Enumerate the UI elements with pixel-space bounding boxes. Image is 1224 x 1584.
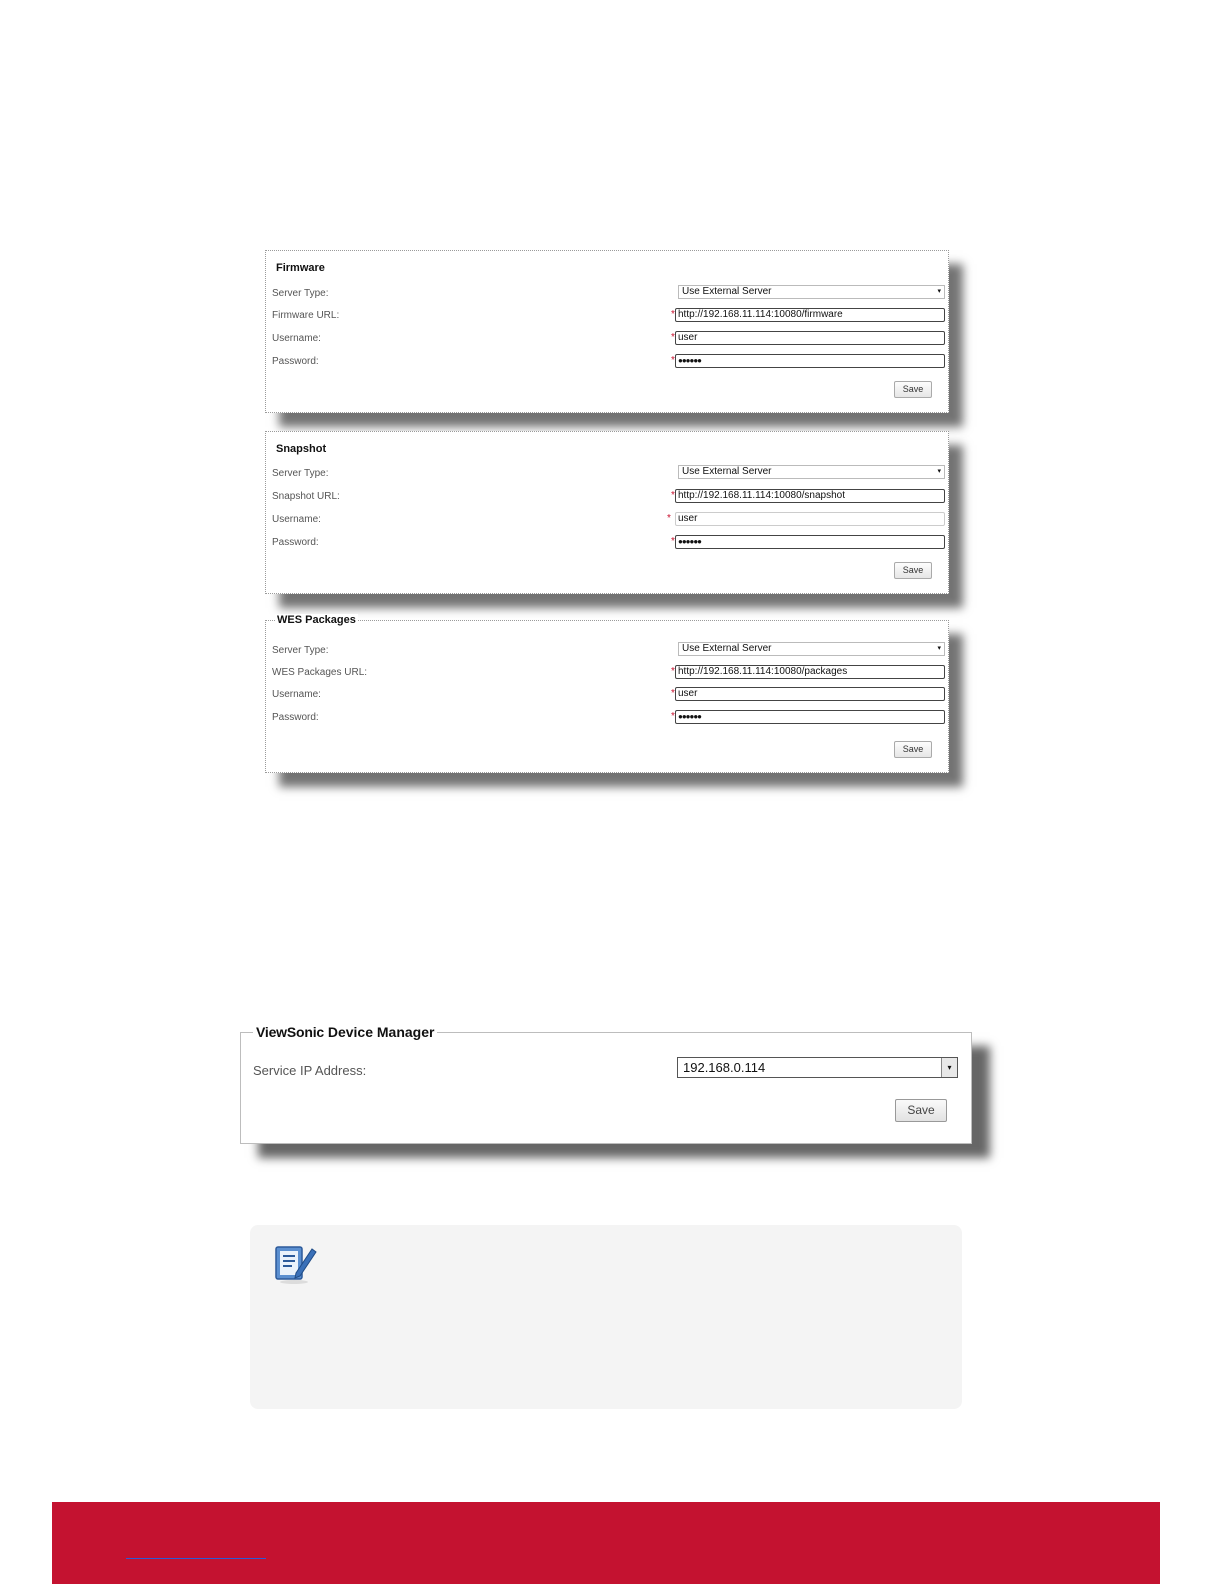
required-marker: * xyxy=(671,332,675,343)
server-type-label: Server Type: xyxy=(272,645,329,656)
service-ip-select[interactable] xyxy=(677,1057,958,1078)
snapshot-server-type-row xyxy=(272,466,942,482)
device-manager-save-button[interactable]: Save xyxy=(895,1099,947,1122)
firmware-title: Firmware xyxy=(276,262,325,274)
snapshot-url-input[interactable]: http://192.168.11.114:10080/snapshot xyxy=(675,489,945,503)
snapshot-url-row xyxy=(272,489,942,505)
wes-username-input[interactable]: user xyxy=(675,687,945,701)
firmware-url-row xyxy=(272,308,942,324)
firmware-save-button[interactable]: Save xyxy=(894,381,932,398)
note-pencil-icon xyxy=(274,1243,318,1290)
required-marker: * xyxy=(671,490,675,501)
chevron-down-icon: ▾ xyxy=(937,645,941,652)
server-type-value: Use External Server xyxy=(682,643,772,654)
wes-url-input[interactable]: http://192.168.11.114:10080/packages xyxy=(675,665,945,679)
username-label: Username: xyxy=(272,689,321,700)
device-manager-title-text: Device Manager xyxy=(323,1024,435,1040)
password-label: Password: xyxy=(272,712,319,723)
required-marker: * xyxy=(667,513,671,524)
firmware-username-input[interactable]: user xyxy=(675,331,945,345)
snapshot-username-row xyxy=(272,512,942,528)
service-ip-label: Service IP Address: xyxy=(253,1063,367,1078)
wes-url-label: WES Packages URL: xyxy=(272,667,368,678)
snapshot-password-row xyxy=(272,535,942,551)
wes-url-row xyxy=(272,665,942,681)
chevron-down-icon: ▾ xyxy=(937,468,941,475)
password-label: Password: xyxy=(272,537,319,548)
snapshot-url-label: Snapshot URL: xyxy=(272,491,340,502)
required-marker: * xyxy=(671,711,675,722)
footer-link[interactable] xyxy=(126,1557,266,1559)
server-type-value: Use External Server xyxy=(682,286,772,297)
firmware-server-type-row xyxy=(272,286,942,302)
server-type-label: Server Type: xyxy=(272,288,329,299)
required-marker: * xyxy=(671,688,675,699)
snapshot-save-button[interactable]: Save xyxy=(894,562,932,579)
username-label: Username: xyxy=(272,333,321,344)
note-box xyxy=(250,1225,962,1409)
wes-password-row xyxy=(272,710,942,726)
snapshot-server-type-select[interactable] xyxy=(678,465,945,479)
firmware-server-type-select[interactable] xyxy=(678,285,945,299)
server-type-value: Use External Server xyxy=(682,466,772,477)
snapshot-title: Snapshot xyxy=(276,443,327,455)
firmware-url-input[interactable]: http://192.168.11.114:10080/firmware xyxy=(675,308,945,322)
snapshot-panel xyxy=(265,431,949,594)
firmware-panel xyxy=(265,250,949,413)
username-label: Username: xyxy=(272,514,321,525)
firmware-username-row xyxy=(272,331,942,347)
chevron-down-icon[interactable]: ▾ xyxy=(941,1058,957,1077)
required-marker: * xyxy=(671,536,675,547)
required-marker: * xyxy=(671,666,675,677)
required-marker: * xyxy=(671,309,675,320)
wes-username-row xyxy=(272,687,942,703)
device-manager-title xyxy=(253,1024,437,1040)
firmware-password-row xyxy=(272,354,942,370)
service-ip-value: 192.168.0.114 xyxy=(683,1060,766,1075)
chevron-down-icon: ▾ xyxy=(937,288,941,295)
firmware-url-label: Firmware URL: xyxy=(272,310,340,321)
wes-server-type-select[interactable] xyxy=(678,642,945,656)
firmware-password-input[interactable]: ●●●●●● xyxy=(675,354,945,368)
password-label: Password: xyxy=(272,356,319,367)
snapshot-password-input[interactable]: ●●●●●● xyxy=(675,535,945,549)
wes-save-button[interactable]: Save xyxy=(894,741,932,758)
wes-server-type-row xyxy=(272,643,942,659)
device-manager-panel xyxy=(240,1024,972,1144)
wes-password-input[interactable]: ●●●●●● xyxy=(675,710,945,724)
required-marker: * xyxy=(671,355,675,366)
footer-bar xyxy=(52,1502,1160,1584)
server-type-label: Server Type: xyxy=(272,468,329,479)
snapshot-username-input[interactable]: user xyxy=(675,512,945,526)
wes-packages-panel xyxy=(265,614,949,773)
brand-name: ViewSonic xyxy=(256,1024,324,1040)
wes-packages-title: WES Packages xyxy=(277,614,356,626)
